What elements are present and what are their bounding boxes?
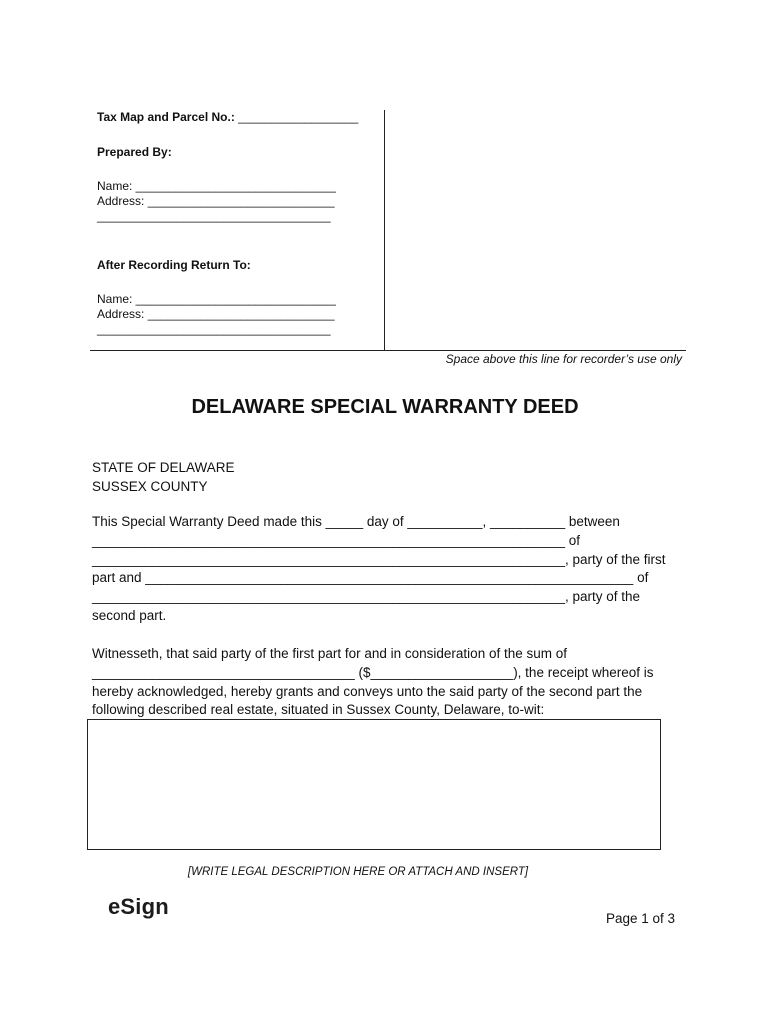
witness-line: hereby acknowledged, hereby grants and conveys unto the said party of the second part the	[92, 683, 643, 699]
return-to-label: After Recording Return To:	[97, 258, 251, 272]
legal-description-caption: [WRITE LEGAL DESCRIPTION HERE OR ATTACH AND INSERT]	[187, 866, 529, 878]
recorder-divider-vertical	[384, 110, 385, 350]
deed-line[interactable]: _______________________________________________________________, party of the	[92, 589, 641, 605]
recorder-divider-horizontal	[90, 350, 686, 351]
deed-line[interactable]: _______________________________________________________________, party of the first	[92, 551, 666, 567]
deed-line[interactable]: part and _________________________________________________________________ of	[92, 570, 649, 586]
return-name-field[interactable]: Name: ______________________________	[97, 292, 336, 306]
witness-line: following described real estate, situated in Sussex County, Delaware, to-wit:	[92, 702, 545, 718]
deed-paragraph	[92, 513, 682, 626]
tax-map-label: Tax Map and Parcel No.:	[97, 110, 235, 124]
prepared-address-line2[interactable]: ___________________________________	[97, 209, 331, 223]
recorder-note: Space above this line for recorder’s use only	[445, 352, 682, 366]
tax-map-row	[97, 110, 358, 125]
county-line: SUSSEX COUNTY	[92, 479, 208, 494]
prepared-name-field[interactable]: Name: ______________________________	[97, 179, 336, 193]
return-address-field[interactable]: Address: ____________________________	[97, 307, 335, 321]
witness-line[interactable]: ___________________________________ ($___________________), the receipt whereof is	[92, 664, 654, 680]
witness-paragraph	[92, 645, 682, 720]
deed-line[interactable]: _______________________________________________________________ of	[92, 532, 581, 548]
prepared-address-field[interactable]: Address: ____________________________	[97, 194, 335, 208]
state-line: STATE OF DELAWARE	[92, 460, 235, 475]
witness-line: Witnesseth, that said party of the first part for and in consideration of the sum of	[92, 646, 567, 661]
legal-description-box[interactable]	[87, 719, 661, 850]
tax-map-blank[interactable]: __________________	[234, 110, 359, 124]
deed-line[interactable]: This Special Warranty Deed made this _____ day of __________, __________ between	[92, 514, 620, 529]
esign-logo: eSign	[108, 894, 169, 919]
state-block	[92, 458, 235, 496]
prepared-by-label: Prepared By:	[97, 145, 172, 159]
return-address-line2[interactable]: ___________________________________	[97, 322, 331, 336]
page-number: Page 1 of 3	[605, 911, 675, 926]
deed-line: second part.	[92, 607, 167, 623]
document-title: DELAWARE SPECIAL WARRANTY DEED	[191, 396, 579, 418]
